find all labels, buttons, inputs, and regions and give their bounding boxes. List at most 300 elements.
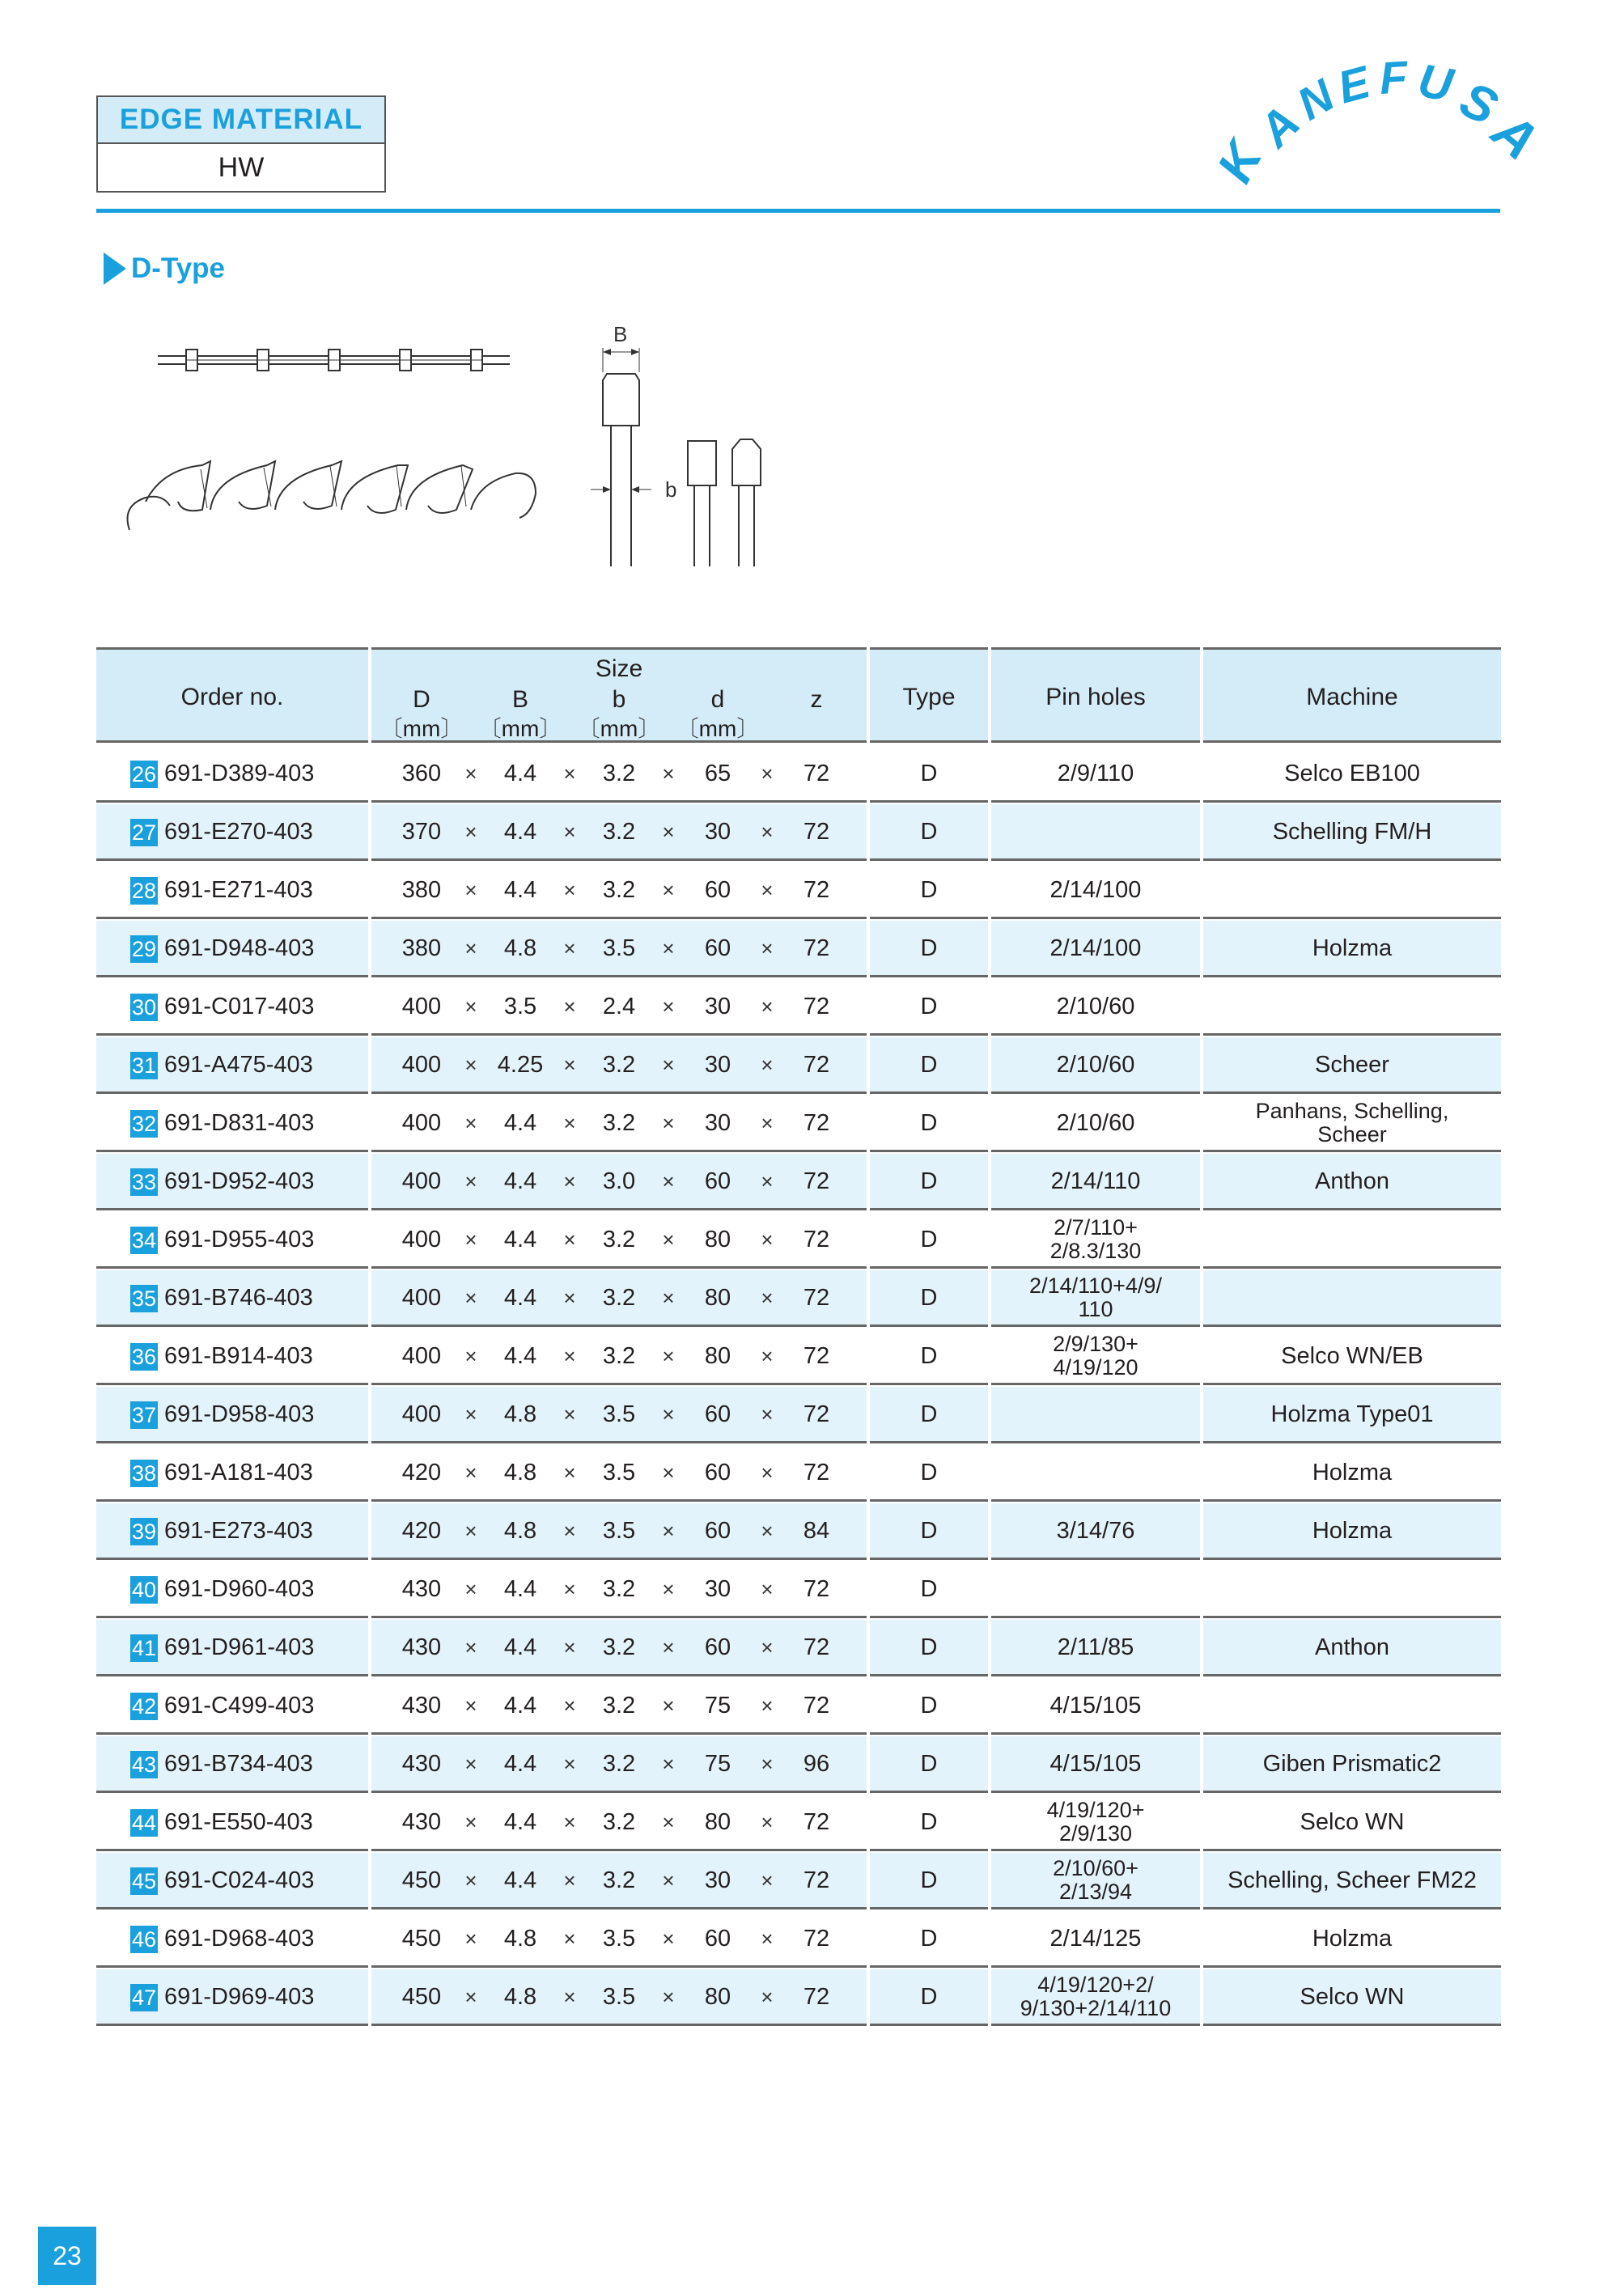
machine-cell <box>1203 1445 1501 1500</box>
size-B-cell: 4.8 <box>503 1983 537 2010</box>
machine-line: Schelling, Scheer FM22 <box>1228 1867 1477 1893</box>
times-separator: × <box>662 1634 675 1659</box>
size-z-cell: 72 <box>803 1168 830 1194</box>
machine-cell <box>1203 1620 1501 1675</box>
svg-text:A: A <box>1482 100 1550 172</box>
pin-holes-cell <box>991 1096 1200 1151</box>
svg-text:A: A <box>1249 95 1310 158</box>
table-row <box>96 1736 1501 1795</box>
machine-line: Holzma <box>1312 1925 1393 1952</box>
pin-holes-line: 4/19/120+2/ <box>1037 1973 1154 1997</box>
size-B-cell: 4.4 <box>503 1867 537 1893</box>
size-B-cell: 4.4 <box>503 1226 537 1252</box>
size-b-cell: 3.2 <box>602 1808 636 1835</box>
pin-holes-cell <box>991 804 1200 859</box>
times-separator: × <box>662 1168 675 1193</box>
size-b-cell: 3.2 <box>602 1226 636 1252</box>
size-z-cell: 84 <box>803 1517 830 1544</box>
type-cell: D <box>920 760 938 786</box>
times-separator: × <box>662 819 675 844</box>
machine-line: Selco EB100 <box>1284 760 1420 786</box>
edge-material-label: EDGE MATERIAL <box>98 97 384 144</box>
size-D-cell: 400 <box>401 1284 442 1311</box>
row-number-badge: 40 <box>130 1576 158 1604</box>
times-separator: × <box>662 1926 675 1951</box>
machine-cell <box>1203 921 1501 976</box>
pin-holes-line: 3/14/76 <box>1056 1517 1135 1544</box>
times-separator: × <box>563 1984 576 2009</box>
order-no-cell: 691-D831-403 <box>164 1109 315 1136</box>
size-b-cell: 3.5 <box>602 1459 636 1486</box>
header-size: Size <box>595 655 643 682</box>
product-table <box>96 647 1501 2028</box>
size-D-cell: 420 <box>401 1459 442 1486</box>
times-separator: × <box>464 1809 477 1834</box>
times-separator: × <box>563 1518 576 1543</box>
section-title: D-Type <box>131 252 226 284</box>
order-no-cell: 691-D955-403 <box>164 1226 315 1252</box>
machine-cell <box>1203 1969 1501 2024</box>
times-separator: × <box>563 1343 576 1368</box>
pin-holes-cell <box>991 1212 1200 1267</box>
table-row <box>96 1678 1501 1736</box>
size-B-cell: 4.8 <box>503 1401 537 1427</box>
times-separator: × <box>563 1110 576 1135</box>
size-z-cell: 72 <box>803 1925 830 1952</box>
type-cell: D <box>920 993 938 1019</box>
machine-line: Holzma <box>1312 1517 1393 1544</box>
size-D-cell: 400 <box>401 1226 442 1252</box>
size-D-cell: 450 <box>401 1925 442 1952</box>
times-separator: × <box>662 1343 675 1368</box>
machine-cell <box>1203 1911 1501 1966</box>
size-D-cell: 400 <box>401 1168 442 1194</box>
svg-text:S: S <box>1452 71 1506 137</box>
size-z-cell: 72 <box>803 1226 830 1252</box>
svg-text:E: E <box>1332 56 1376 113</box>
size-b-cell: 3.5 <box>602 1401 636 1427</box>
size-d-cell: 60 <box>704 1517 731 1544</box>
header-size-cell <box>371 647 867 743</box>
size-z-cell: 72 <box>803 1867 830 1893</box>
size-D-cell: 400 <box>401 1109 442 1136</box>
tooth-side-views <box>688 439 761 566</box>
type-cell: D <box>920 1808 938 1835</box>
table-row <box>96 1445 1501 1503</box>
size-d-cell: 30 <box>704 1051 731 1078</box>
size-B-cell: 4.4 <box>503 760 537 786</box>
times-separator: × <box>662 761 675 786</box>
edge-material-box <box>96 95 386 193</box>
pin-holes-line: 2/14/110+4/9/ <box>1029 1274 1162 1298</box>
times-separator: × <box>662 1751 675 1776</box>
order-no-cell: 691-B914-403 <box>164 1342 313 1369</box>
size-d-cell: 60 <box>704 935 731 961</box>
pin-holes-line: 2/10/60 <box>1056 993 1135 1019</box>
size-d-cell: 30 <box>704 993 731 1019</box>
machine-line: Anthon <box>1315 1634 1389 1660</box>
pin-holes-cell <box>991 1678 1200 1733</box>
size-z-cell: 96 <box>803 1750 830 1777</box>
size-D-cell: 420 <box>401 1517 442 1544</box>
row-number-badge: 35 <box>130 1285 158 1312</box>
table-row <box>96 921 1501 979</box>
svg-text:F: F <box>1378 51 1409 104</box>
table-row <box>96 1620 1501 1678</box>
size-B-cell: 4.8 <box>503 935 537 961</box>
machine-line: Giben Prismatic2 <box>1262 1750 1442 1777</box>
pin-holes-cell <box>991 1387 1200 1442</box>
row-number-badge: 36 <box>130 1343 158 1371</box>
size-B-cell: 4.4 <box>503 1168 537 1194</box>
machine-cell <box>1203 1678 1501 1733</box>
row-number-badge: 37 <box>130 1401 158 1429</box>
size-b-cell: 3.0 <box>602 1168 636 1194</box>
machine-cell <box>1203 1270 1501 1325</box>
times-separator: × <box>761 1809 774 1834</box>
times-separator: × <box>563 819 576 844</box>
row-number-badge: 46 <box>130 1926 158 1953</box>
size-D-cell: 380 <box>401 876 442 903</box>
pin-holes-line: 4/19/120+ <box>1046 1798 1145 1822</box>
pin-holes-cell <box>991 1795 1200 1850</box>
header-unit-D: 〔mm〕 <box>379 716 464 741</box>
size-b-cell: 3.2 <box>602 876 636 903</box>
table-row <box>96 979 1501 1037</box>
type-cell: D <box>920 1925 938 1952</box>
pin-holes-line: 4/19/120 <box>1053 1355 1138 1380</box>
machine-line: Scheer <box>1315 1051 1389 1078</box>
table-row <box>96 863 1501 921</box>
times-separator: × <box>464 877 477 902</box>
header-D: D <box>413 686 430 713</box>
size-B-cell: 4.4 <box>503 1750 537 1777</box>
pin-holes-cell <box>991 1969 1200 2024</box>
type-cell: D <box>920 1459 938 1486</box>
type-cell: D <box>920 1575 938 1602</box>
dim-label-b: b <box>665 477 677 502</box>
pin-holes-cell <box>991 1911 1200 1966</box>
times-separator: × <box>761 877 774 902</box>
times-separator: × <box>464 994 477 1019</box>
header-b: b <box>612 686 626 713</box>
table-row <box>96 1212 1501 1270</box>
size-B-cell: 4.4 <box>503 876 537 903</box>
table-row <box>96 1969 1501 2028</box>
size-b-cell: 3.2 <box>602 760 636 786</box>
header-rule <box>96 209 1500 213</box>
times-separator: × <box>563 1809 576 1834</box>
pin-holes-cell <box>991 1503 1200 1558</box>
table-row <box>96 1911 1501 1969</box>
type-cell: D <box>920 1634 938 1660</box>
times-separator: × <box>563 1693 576 1718</box>
size-z-cell: 72 <box>803 1692 830 1719</box>
size-z-cell: 72 <box>803 1109 830 1136</box>
header-pin-cell <box>991 647 1200 743</box>
times-separator: × <box>563 1052 576 1077</box>
header-B: B <box>511 686 529 713</box>
size-B-cell: 4.8 <box>503 1517 537 1544</box>
pin-holes-cell <box>991 979 1200 1034</box>
pin-holes-cell <box>991 1562 1200 1617</box>
type-cell: D <box>920 1692 938 1719</box>
header-type-cell <box>870 647 988 743</box>
size-B-cell: 4.4 <box>503 1109 537 1136</box>
row-number-badge: 41 <box>130 1634 158 1662</box>
row-number-badge: 39 <box>130 1518 158 1545</box>
size-d-cell: 60 <box>704 1401 731 1427</box>
size-d-cell: 65 <box>704 760 731 786</box>
times-separator: × <box>464 819 477 844</box>
machine-cell <box>1203 979 1501 1034</box>
type-cell: D <box>920 876 938 903</box>
order-no-cell: 691-C017-403 <box>164 993 315 1019</box>
times-separator: × <box>761 1460 774 1485</box>
times-separator: × <box>761 1693 774 1718</box>
machine-line: Selco WN <box>1300 1808 1405 1835</box>
table-row <box>96 746 1501 804</box>
times-separator: × <box>464 1285 477 1310</box>
size-z-cell: 72 <box>803 1284 830 1311</box>
size-z-cell: 72 <box>803 1342 830 1369</box>
times-separator: × <box>464 1110 477 1135</box>
machine-line: Selco WN <box>1300 1983 1405 2010</box>
size-D-cell: 430 <box>401 1750 442 1777</box>
size-z-cell: 72 <box>803 1808 830 1835</box>
times-separator: × <box>662 1110 675 1135</box>
table-row <box>96 1853 1501 1911</box>
pin-holes-cell <box>991 863 1200 918</box>
size-B-cell: 4.8 <box>503 1459 537 1486</box>
pin-holes-cell <box>991 746 1200 801</box>
size-D-cell: 430 <box>401 1575 442 1602</box>
times-separator: × <box>464 1518 477 1543</box>
header-pin-holes: Pin holes <box>1045 684 1146 710</box>
times-separator: × <box>761 1751 774 1776</box>
size-D-cell: 430 <box>401 1634 442 1660</box>
dim-label-B: B <box>613 322 628 346</box>
table-row <box>96 1096 1501 1154</box>
times-separator: × <box>662 1227 675 1252</box>
size-b-cell: 3.2 <box>602 1867 636 1893</box>
size-d-cell: 80 <box>704 1983 731 2010</box>
svg-text:K: K <box>1206 133 1274 192</box>
machine-cell <box>1203 863 1501 918</box>
pin-holes-line: 2/9/110 <box>1057 760 1134 786</box>
size-d-cell: 60 <box>704 876 731 903</box>
row-number-badge: 33 <box>130 1168 158 1196</box>
times-separator: × <box>761 819 774 844</box>
times-separator: × <box>662 1518 675 1543</box>
header-z: z <box>810 686 823 713</box>
table-row <box>96 1795 1501 1853</box>
machine-cell <box>1203 1503 1501 1558</box>
pin-holes-cell <box>991 1154 1200 1209</box>
times-separator: × <box>464 1052 477 1077</box>
type-cell: D <box>920 1168 938 1194</box>
type-cell: D <box>920 818 938 845</box>
size-B-cell: 4.4 <box>503 818 537 845</box>
size-D-cell: 360 <box>401 760 442 786</box>
order-no-cell: 691-D958-403 <box>164 1401 315 1427</box>
size-b-cell: 3.5 <box>602 1517 636 1544</box>
size-z-cell: 72 <box>803 818 830 845</box>
pin-holes-line: 2/10/60 <box>1056 1051 1135 1078</box>
times-separator: × <box>464 1693 477 1718</box>
size-b-cell: 3.2 <box>602 1342 636 1369</box>
times-separator: × <box>761 1110 774 1135</box>
machine-line: Panhans, Schelling, <box>1255 1099 1449 1123</box>
size-z-cell: 72 <box>803 1634 830 1660</box>
times-separator: × <box>662 1867 675 1892</box>
times-separator: × <box>464 1401 477 1426</box>
size-d-cell: 75 <box>704 1692 731 1719</box>
row-number-badge: 28 <box>130 877 158 905</box>
teeth-profile <box>128 461 536 530</box>
order-no-cell: 691-E550-403 <box>164 1808 313 1835</box>
machine-cell <box>1203 1562 1501 1617</box>
row-number-badge: 27 <box>130 819 158 846</box>
size-d-cell: 30 <box>704 1575 731 1602</box>
times-separator: × <box>662 1460 675 1485</box>
times-separator: × <box>662 1576 675 1601</box>
machine-cell <box>1203 1853 1501 1908</box>
size-d-cell: 80 <box>704 1284 731 1311</box>
machine-cell <box>1203 1329 1501 1384</box>
size-z-cell: 72 <box>803 1459 830 1486</box>
order-no-cell: 691-D952-403 <box>164 1168 315 1194</box>
size-D-cell: 430 <box>401 1692 442 1719</box>
machine-line: Anthon <box>1315 1168 1389 1194</box>
pin-holes-line: 110 <box>1078 1297 1113 1321</box>
blade-top-view <box>158 350 510 371</box>
machine-line: Schelling FM/H <box>1272 818 1432 845</box>
pin-holes-line: 2/8.3/130 <box>1049 1239 1142 1263</box>
times-separator: × <box>563 1634 576 1659</box>
times-separator: × <box>563 1926 576 1951</box>
size-B-cell: 4.4 <box>503 1692 537 1719</box>
size-D-cell: 450 <box>401 1867 442 1893</box>
times-separator: × <box>563 935 576 960</box>
machine-cell <box>1203 1795 1501 1850</box>
table-row <box>96 1270 1501 1329</box>
size-d-cell: 60 <box>704 1634 731 1660</box>
pin-holes-cell <box>991 1853 1200 1908</box>
times-separator: × <box>563 1751 576 1776</box>
times-separator: × <box>662 1285 675 1310</box>
order-no-cell: 691-B746-403 <box>164 1284 313 1311</box>
size-D-cell: 370 <box>401 818 442 845</box>
times-separator: × <box>662 935 675 960</box>
size-D-cell: 400 <box>401 1401 442 1427</box>
header-machine-cell <box>1203 647 1501 743</box>
times-separator: × <box>761 761 774 786</box>
header-machine: Machine <box>1306 684 1398 710</box>
times-separator: × <box>662 1401 675 1426</box>
pin-holes-line: 2/14/125 <box>1049 1925 1142 1952</box>
size-b-cell: 3.2 <box>602 818 636 845</box>
row-number-badge: 42 <box>130 1693 158 1720</box>
size-b-cell: 3.2 <box>602 1109 636 1136</box>
size-d-cell: 30 <box>704 1867 731 1893</box>
times-separator: × <box>464 1227 477 1252</box>
size-d-cell: 75 <box>704 1750 731 1777</box>
times-separator: × <box>761 1052 774 1077</box>
times-separator: × <box>464 1168 477 1193</box>
type-cell: D <box>920 1750 938 1777</box>
order-no-cell: 691-C024-403 <box>164 1867 315 1893</box>
table-row <box>96 804 1501 863</box>
order-no-cell: 691-C499-403 <box>164 1692 315 1719</box>
pin-holes-line: 2/11/85 <box>1057 1634 1134 1660</box>
type-cell: D <box>920 1226 938 1252</box>
blade-diagram <box>113 316 793 574</box>
machine-cell <box>1203 804 1501 859</box>
times-separator: × <box>563 1285 576 1310</box>
times-separator: × <box>563 994 576 1019</box>
header-unit-B: 〔mm〕 <box>478 716 562 741</box>
pin-holes-line: 2/9/130+ <box>1053 1332 1138 1356</box>
times-separator: × <box>563 877 576 902</box>
times-separator: × <box>662 1693 675 1718</box>
times-separator: × <box>464 935 477 960</box>
size-D-cell: 380 <box>401 935 442 961</box>
type-cell: D <box>920 1867 938 1893</box>
triangle-bullet-icon <box>104 252 126 285</box>
times-separator: × <box>761 1343 774 1368</box>
pin-holes-line: 4/15/105 <box>1049 1750 1142 1777</box>
times-separator: × <box>464 761 477 786</box>
size-b-cell: 3.5 <box>602 1925 636 1952</box>
row-number-badge: 26 <box>130 761 158 788</box>
row-number-badge: 34 <box>130 1227 158 1254</box>
type-cell: D <box>920 1109 938 1136</box>
times-separator: × <box>761 935 774 960</box>
times-separator: × <box>563 1227 576 1252</box>
size-z-cell: 72 <box>803 876 830 903</box>
row-number-badge: 45 <box>130 1867 158 1895</box>
size-d-cell: 80 <box>704 1226 731 1252</box>
order-no-cell: 691-D968-403 <box>164 1925 315 1952</box>
order-no-cell: 691-A475-403 <box>164 1051 313 1078</box>
tooth-cross-section <box>591 348 651 566</box>
size-d-cell: 30 <box>704 1109 731 1136</box>
size-b-cell: 3.2 <box>602 1634 636 1660</box>
pin-holes-line: 2/14/100 <box>1049 935 1142 961</box>
times-separator: × <box>464 1576 477 1601</box>
size-B-cell: 4.8 <box>503 1925 537 1952</box>
pin-holes-line: 2/7/110+ <box>1054 1215 1138 1240</box>
order-no-cell: 691-E271-403 <box>164 876 313 903</box>
size-B-cell: 4.4 <box>503 1634 537 1660</box>
size-B-cell: 4.25 <box>497 1051 544 1078</box>
page-number: 23 <box>38 2227 96 2285</box>
table-row <box>96 1037 1501 1096</box>
pin-holes-line: 4/15/105 <box>1049 1692 1142 1719</box>
times-separator: × <box>563 761 576 786</box>
row-number-badge: 38 <box>130 1460 158 1487</box>
size-z-cell: 72 <box>803 993 830 1019</box>
size-D-cell: 400 <box>401 1342 442 1369</box>
machine-cell <box>1203 1387 1501 1442</box>
pin-holes-line: 2/10/60 <box>1056 1109 1135 1136</box>
type-cell: D <box>920 1401 938 1427</box>
machine-line: Scheer <box>1317 1122 1387 1146</box>
size-z-cell: 72 <box>803 1051 830 1078</box>
times-separator: × <box>563 1460 576 1485</box>
header-order-no: Order no. <box>180 684 284 710</box>
